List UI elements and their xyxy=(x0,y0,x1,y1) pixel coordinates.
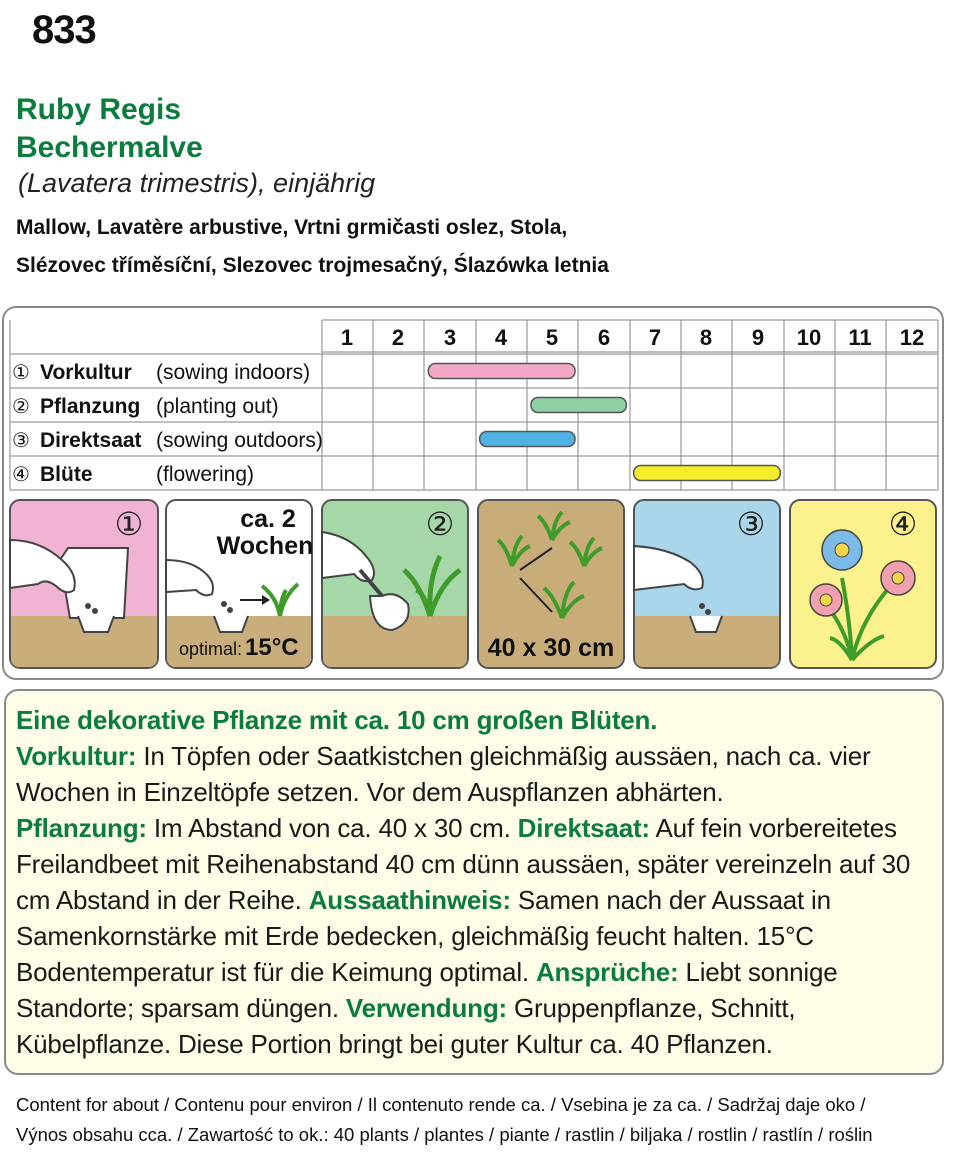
aussaathinweis-text: Samen nach der Aussaat in Samenkornstärke mit Erde bedecken, gleichmäßig feucht halten. 15°C Bodentemperatur ist für die Keimung optimal. xyxy=(16,885,831,987)
optimal-temperature: 15°C xyxy=(245,634,299,661)
vorkultur-label: Vorkultur: xyxy=(16,741,137,771)
verwendung-label: Verwendung: xyxy=(345,993,507,1023)
latin-name: (Lavatera trimestris), einjährig xyxy=(18,168,376,198)
row-translation: (sowing indoors) xyxy=(156,361,311,384)
variety-name: Ruby Regis xyxy=(16,93,182,126)
verwendung-text: Gruppenpflanze, Schnitt, Kübelpflanze. Diese Portion bringt bei guter Kultur ca. 40 Pflanzen. xyxy=(16,993,796,1059)
cultivation-instructions xyxy=(16,702,936,1062)
row-label-pflanzung: Pflanzung xyxy=(40,395,141,418)
period-bar-vorkultur xyxy=(428,364,575,379)
direktsaat-text: Auf fein vorbereitetes Freilandbeet mit Reihenabstand 40 cm dünn aussäen, später vereinzeln auf 30 cm Abstand in der Reihe. xyxy=(16,813,911,915)
month-label: 7 xyxy=(648,325,662,350)
row-marker: ① xyxy=(12,362,30,384)
month-label: 9 xyxy=(751,325,765,350)
month-label: 4 xyxy=(494,325,508,350)
panel-marker: ③ xyxy=(736,505,766,543)
intro-text: Eine dekorative Pflanze mit ca. 10 cm großen Blüten. xyxy=(16,705,658,735)
month-label: 1 xyxy=(340,325,354,350)
ansprueche-text: Liebt sonnige Standorte; sparsam düngen. xyxy=(16,957,838,1023)
row-label-bluete: Blüte xyxy=(40,463,93,486)
row-translation: (planting out) xyxy=(156,395,279,418)
row-marker: ② xyxy=(12,396,30,418)
panel-marker: ② xyxy=(425,505,455,543)
aussaathinweis-label: Aussaathinweis: xyxy=(308,885,511,915)
period-bar-direktsaat xyxy=(480,432,575,447)
plant-spacing: 40 x 30 cm xyxy=(487,634,615,662)
panel-sowing-outdoors xyxy=(634,500,780,668)
translated-names-line2: Slézovec tříměsíční, Slezovec trojmesačný, Ślazówka letnia xyxy=(16,254,609,277)
month-label: 5 xyxy=(545,325,559,350)
optimal-label: optimal: xyxy=(179,639,243,659)
panel-marker: ④ xyxy=(888,505,918,543)
product-number: 833 xyxy=(32,8,96,52)
flower-icon xyxy=(881,561,915,595)
month-label: 3 xyxy=(443,325,457,350)
period-bar-bluete xyxy=(634,466,781,481)
row-label-vorkultur: Vorkultur xyxy=(40,361,132,384)
germination-time-line2: Wochen xyxy=(216,532,314,560)
panel-planting-out xyxy=(322,500,468,668)
direktsaat-label: Direktsaat: xyxy=(517,813,650,843)
month-label: 12 xyxy=(899,325,925,350)
content-note-line2: Výnos obsahu cca. / Zawartość to ok.: 40 plants / plantes / piante / rastlin / biljaka / rostlin / rastlín / roślin xyxy=(16,1124,873,1145)
vorkultur-text: In Töpfen oder Saatkistchen gleichmäßig aussäen, nach ca. vier Wochen in Einzeltöpfe setzen. Vor dem Auspflanzen abhärten. xyxy=(16,741,871,807)
panel-sowing-indoors xyxy=(10,500,158,668)
row-marker: ④ xyxy=(12,464,30,486)
month-label: 2 xyxy=(391,325,405,350)
period-bar-pflanzung xyxy=(531,398,626,413)
germination-time-line1: ca. 2 xyxy=(240,505,296,533)
translated-names-line1: Mallow, Lavatère arbustive, Vrtni grmičasti oslez, Stola, xyxy=(16,216,568,239)
panel-spacing xyxy=(478,500,624,668)
month-label: 6 xyxy=(597,325,611,350)
pflanzung-text: Im Abstand von ca. 40 x 30 cm. xyxy=(146,813,518,843)
flower-icon xyxy=(822,530,862,570)
row-translation: (flowering) xyxy=(156,463,255,486)
panel-flowering xyxy=(790,500,936,668)
row-marker: ③ xyxy=(12,430,30,452)
month-label: 11 xyxy=(848,325,872,350)
month-label: 10 xyxy=(796,325,822,350)
content-note-line1: Content for about / Contenu pour environ / Il contenuto rende ca. / Vsebina je za ca. / Sadržaj daje oko / xyxy=(16,1094,866,1115)
panel-germination xyxy=(166,500,313,668)
row-label-direktsaat: Direktsaat xyxy=(40,429,142,452)
ansprueche-label: Ansprüche: xyxy=(535,957,679,987)
plant-name: Bechermalve xyxy=(16,131,203,164)
month-label: 8 xyxy=(699,325,713,350)
row-translation: (sowing outdoors) xyxy=(156,429,323,452)
flower-icon xyxy=(810,584,842,616)
pflanzung-label: Pflanzung: xyxy=(16,813,147,843)
panel-marker: ① xyxy=(114,505,144,543)
